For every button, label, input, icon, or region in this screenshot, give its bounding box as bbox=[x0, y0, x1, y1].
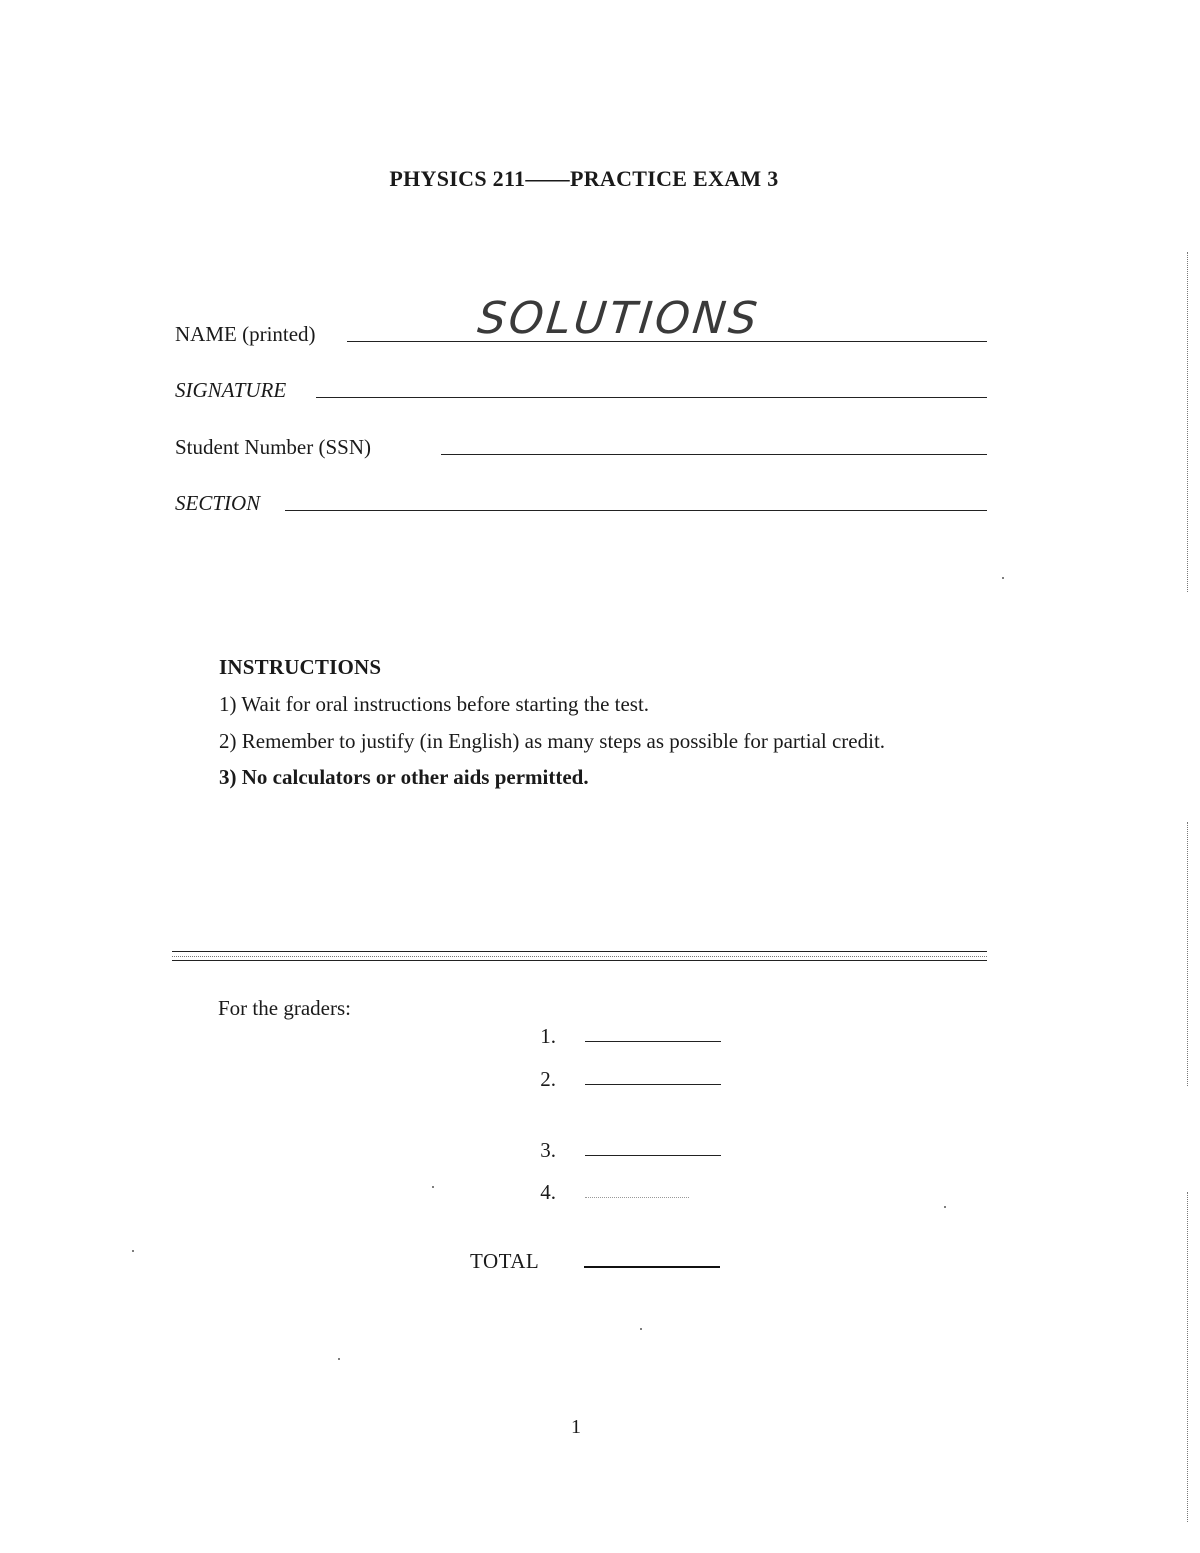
signature-field[interactable] bbox=[316, 397, 987, 398]
instructions-heading: INSTRUCTIONS bbox=[219, 655, 382, 679]
score-field-4[interactable] bbox=[585, 1197, 689, 1198]
total-field[interactable] bbox=[584, 1266, 720, 1268]
instruction-item-2: 2) Remember to justify (in English) as many steps as possible for partial credit. bbox=[219, 729, 886, 753]
score-field-2[interactable] bbox=[585, 1084, 721, 1085]
separator-rule-bottom bbox=[172, 960, 987, 961]
scan-edge-mark-middle bbox=[1187, 822, 1190, 1086]
scan-edge-mark-lower bbox=[1187, 1192, 1190, 1522]
exam-title: PHYSICS 211——PRACTICE EXAM 3 bbox=[389, 166, 779, 191]
scan-speck bbox=[338, 1358, 340, 1360]
score-label-4: 4. bbox=[540, 1180, 556, 1204]
score-label-1: 1. bbox=[540, 1024, 556, 1048]
scan-speck bbox=[132, 1250, 134, 1252]
student-number-label: Student Number (SSN) bbox=[175, 435, 371, 459]
total-label: TOTAL bbox=[470, 1249, 540, 1273]
scan-speck bbox=[432, 1186, 434, 1188]
signature-label: SIGNATURE bbox=[175, 378, 287, 402]
score-label-3: 3. bbox=[540, 1138, 556, 1162]
instruction-item-3: 3) No calculators or other aids permitted. bbox=[219, 765, 589, 789]
scan-speck bbox=[944, 1206, 946, 1208]
name-value-handwritten: SOLUTIONS bbox=[475, 293, 763, 344]
score-label-2: 2. bbox=[540, 1067, 556, 1091]
section-label: SECTION bbox=[175, 491, 261, 515]
scan-speck bbox=[1002, 577, 1004, 579]
separator-rule-dotted bbox=[172, 956, 987, 957]
section-field[interactable] bbox=[285, 510, 987, 511]
score-field-3[interactable] bbox=[585, 1155, 721, 1156]
instruction-item-1: 1) Wait for oral instructions before starting the test. bbox=[219, 692, 650, 716]
page-number: 1 bbox=[571, 1416, 581, 1438]
graders-label: For the graders: bbox=[218, 996, 351, 1020]
score-field-1[interactable] bbox=[585, 1041, 721, 1042]
separator-rule-top bbox=[172, 951, 987, 952]
student-number-field[interactable] bbox=[441, 454, 987, 455]
name-label: NAME (printed) bbox=[175, 322, 316, 346]
scan-speck bbox=[640, 1328, 642, 1330]
scan-edge-mark-upper bbox=[1187, 252, 1190, 592]
